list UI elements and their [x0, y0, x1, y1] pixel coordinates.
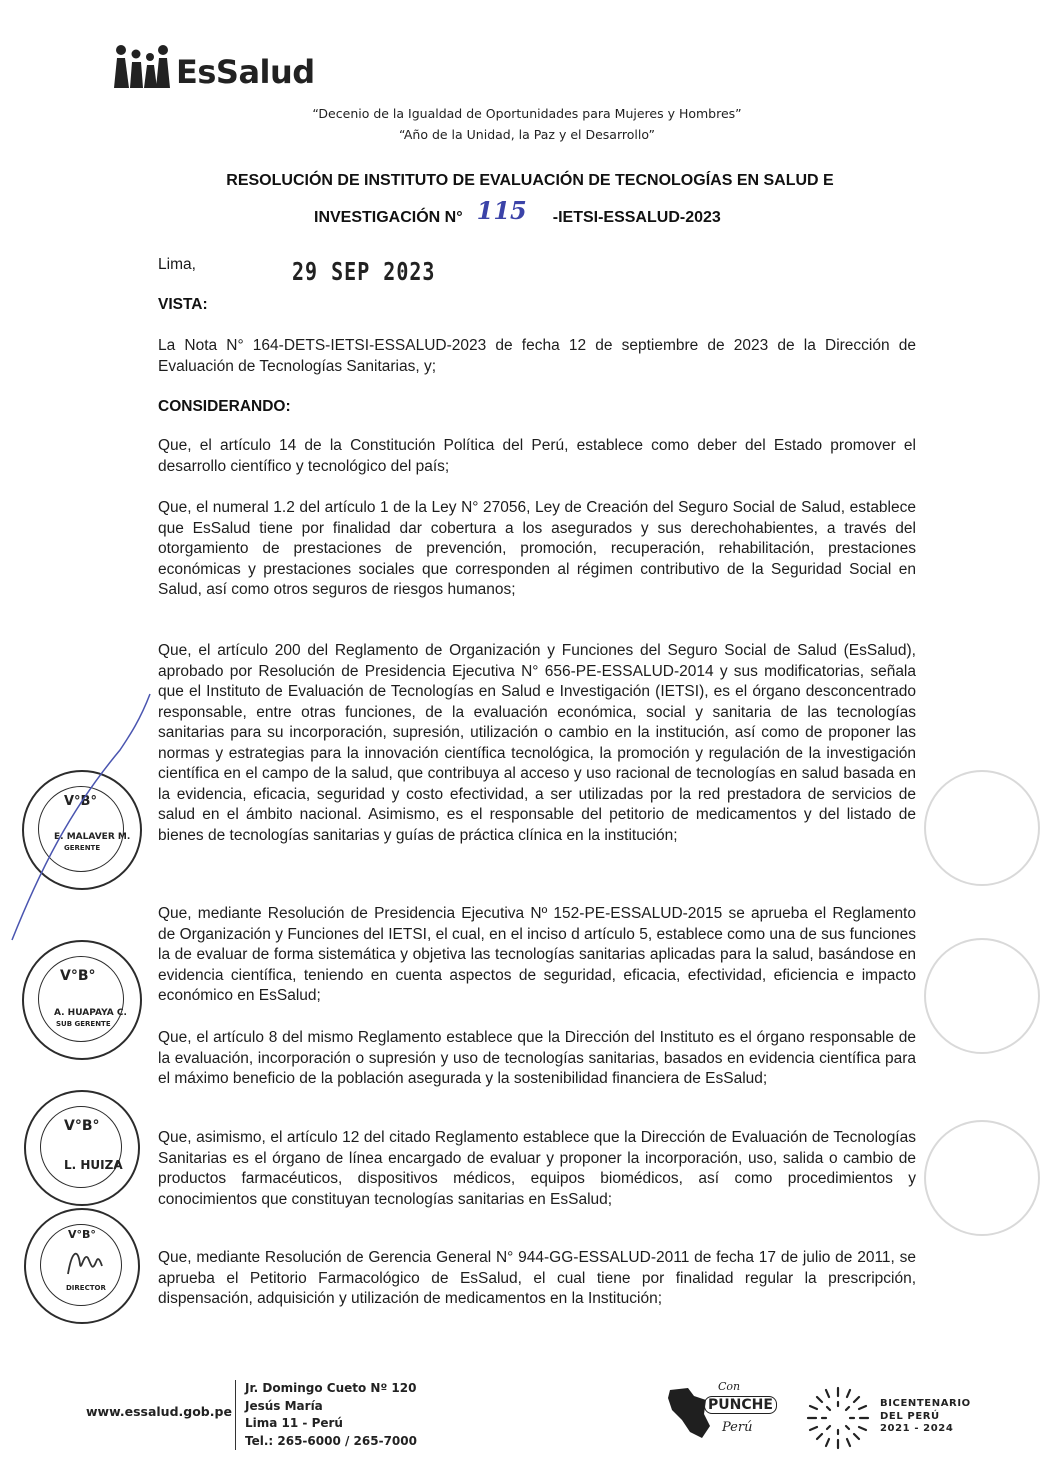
essalud-logo [112, 38, 315, 91]
punche-con: Con [718, 1380, 741, 1393]
considerando-paragraph: Que, mediante Resolución de Gerencia General N° 944-GG-ESSALUD-2011 de fecha 17 de julio de 2011, se aprueba el Petitorio Farmacológico de EsSalud, el cual tiene por finalidad regular la prescripción, dispensación, adquisición y utilización de medicamentos en la Institución; [158, 1249, 916, 1307]
stamp-vb: V°B° [64, 794, 97, 809]
bicentenario-line: DEL PERÚ [880, 1410, 940, 1422]
date-stamp: 29 SEP 2023 [292, 256, 436, 286]
peru-map-icon [664, 1386, 712, 1440]
con-punche-peru-logo [664, 1380, 784, 1442]
stamp-role: GERENTE [64, 844, 101, 852]
considerando-paragraph: Que, el numeral 1.2 del artículo 1 de la Ley N° 27056, Ley de Creación del Seguro Social de Salud, establece que EsSalud tiene por finalidad dar cobertura a los asegurados y sus derechohabientes, a través del otorgamiento de prestaciones de prevención, promoción, recuperación, rehabilitación, prestaciones económicas y prestaciones sociales que corresponden al régimen contributivo de la Seguridad Social en Salud, así como otros seguros de riesgos humanos; [158, 499, 916, 598]
bicentenario-line: 2021 - 2024 [880, 1423, 954, 1434]
slogan-decenio: “Decenio de la Igualdad de Oportunidades para Mujeres y Hombres” [312, 106, 742, 121]
signature-icon [64, 1244, 104, 1280]
stamp-vb: V°B° [64, 1118, 100, 1134]
address-line: Jr. Domingo Cueto Nº 120 [245, 1381, 417, 1395]
stamp-role: SUB GERENTE [56, 1020, 111, 1028]
bicentenario-line: BICENTENARIO [880, 1398, 971, 1409]
faint-stamp [924, 938, 1040, 1054]
address-line: Lima 11 - Perú [245, 1416, 343, 1430]
resolution-title-line-2 [314, 198, 721, 227]
title-suffix: -IETSI-ESSALUD-2023 [552, 209, 721, 226]
approval-stamp-3 [24, 1090, 140, 1206]
considerando-label: CONSIDERANDO: [158, 398, 291, 415]
punche-peru: Perú [722, 1420, 753, 1435]
considerando-paragraph: Que, el artículo 14 de la Constitución Política del Perú, establece como deber del Estado promover el desarrollo científico y tecnológico del país; [158, 437, 916, 475]
vista-label: VISTA: [158, 296, 208, 313]
slogan-anio: “Año de la Unidad, la Paz y el Desarrollo” [398, 127, 655, 142]
faint-stamp [924, 1120, 1040, 1236]
stamp-name: E. MALAVER M. [54, 832, 131, 842]
resolution-title-line-1: RESOLUCIÓN DE INSTITUTO DE EVALUACIÓN DE TECNOLOGÍAS EN SALUD E [226, 172, 834, 189]
considerando-paragraph: Que, el artículo 8 del mismo Reglamento establece que la Dirección del Instituto es el órgano responsable de la evaluación, incorporación o supresión y uso de tecnologías sanitarias, basados en evidencia científica para el máximo beneficio de la población asegurada y la sostenibilidad financiera de EsSalud; [158, 1029, 916, 1087]
logo-text: EsSalud [176, 53, 315, 91]
approval-stamp-2 [22, 940, 142, 1060]
bicentenario-text [880, 1398, 971, 1436]
stamp-name: L. HUIZA [64, 1158, 123, 1172]
faint-stamp [924, 770, 1040, 886]
address-line: Jesús María [245, 1398, 323, 1413]
considerando-paragraph: Que, mediante Resolución de Presidencia Ejecutiva Nº 152-PE-ESSALUD-2015 se aprueba el Reglamento de Organización y Funciones del IETSI, el cual, en el inciso d artículo 5, establece como una de sus funciones la de evaluar de forma sistemática y objetiva las tecnologías sanitarias aplicadas para la salud, basándose en evidencia científica, teniendo en cuenta aspectos de seguridad, eficacia, efectividad, eficiencia e impacto económico en EsSalud; [158, 905, 916, 1004]
vista-text: La Nota N° 164-DETS-IETSI-ESSALUD-2023 de fecha 12 de septiembre de 2023 de la Dirección de Evaluación de Tecnologías Sanitarias, y; [158, 337, 916, 375]
footer-address [235, 1380, 417, 1450]
stamp-vb: V°B° [60, 968, 96, 984]
family-icon [112, 44, 172, 88]
footer-website: www.essalud.gob.pe [86, 1404, 232, 1419]
punche-main: PUNCHE [704, 1396, 777, 1414]
title-prefix: INVESTIGACIÓN N° [314, 209, 463, 226]
resolution-number: 115 [476, 196, 527, 225]
stamp-name: A. HUAPAYA C. [54, 1008, 127, 1018]
considerando-paragraph: Que, el artículo 200 del Reglamento de Organización y Funciones del Seguro Social de Salud (EsSalud), aprobado por Resolución de Presidencia Ejecutiva N° 656-PE-ESSALUD-2014 y sus modificatorias, señala que el Instituto de Evaluación de Tecnologías en Salud e Investigación (IETSI), es el órgano desconcentrado responsable, entre otras funciones, de la evaluación económica, social y sanitaria de las tecnologías sanitarias para su incorporación, supresión, utilización o cambio en la institución, así como de proponer las normas y estrategias para la innovación científica tecnológica, la promoción y regulación de la investigación científica en el campo de la salud, que contribuya al acceso y uso racional de tecnologías en salud basada en la evidencia, eficacia, seguridad y costo efectividad, a ser utilizadas por la red prestadora de servicios de salud en el ámbito nacional. Asimismo, es el responsable del petitorio de medicamentos y del listado de bienes de tecnologías sanitarias y guías de práctica clínica en la institución; [158, 642, 916, 844]
approval-stamp-4 [24, 1208, 140, 1324]
stamp-vb: V°B° [68, 1228, 96, 1241]
signature-stroke-icon [0, 690, 160, 950]
considerando-paragraph: Que, asimismo, el artículo 12 del citado Reglamento establece que la Dirección de Evaluación de Tecnologías Sanitarias es el órgano de línea encargado de evaluar y proponer la incorporación, uso, salida o cambio de productos farmacéuticos, dispositivos médicos, equipos biomédicos, así como procedimientos y conocimientos que constituyan tecnologías sanitarias en EsSalud; [158, 1129, 916, 1208]
address-line: Tel.: 265-6000 / 265-7000 [245, 1433, 417, 1448]
bicentenario-sunburst-icon [804, 1384, 872, 1452]
date-city: Lima, [158, 256, 196, 273]
stamp-role: DIRECTOR [66, 1284, 106, 1292]
